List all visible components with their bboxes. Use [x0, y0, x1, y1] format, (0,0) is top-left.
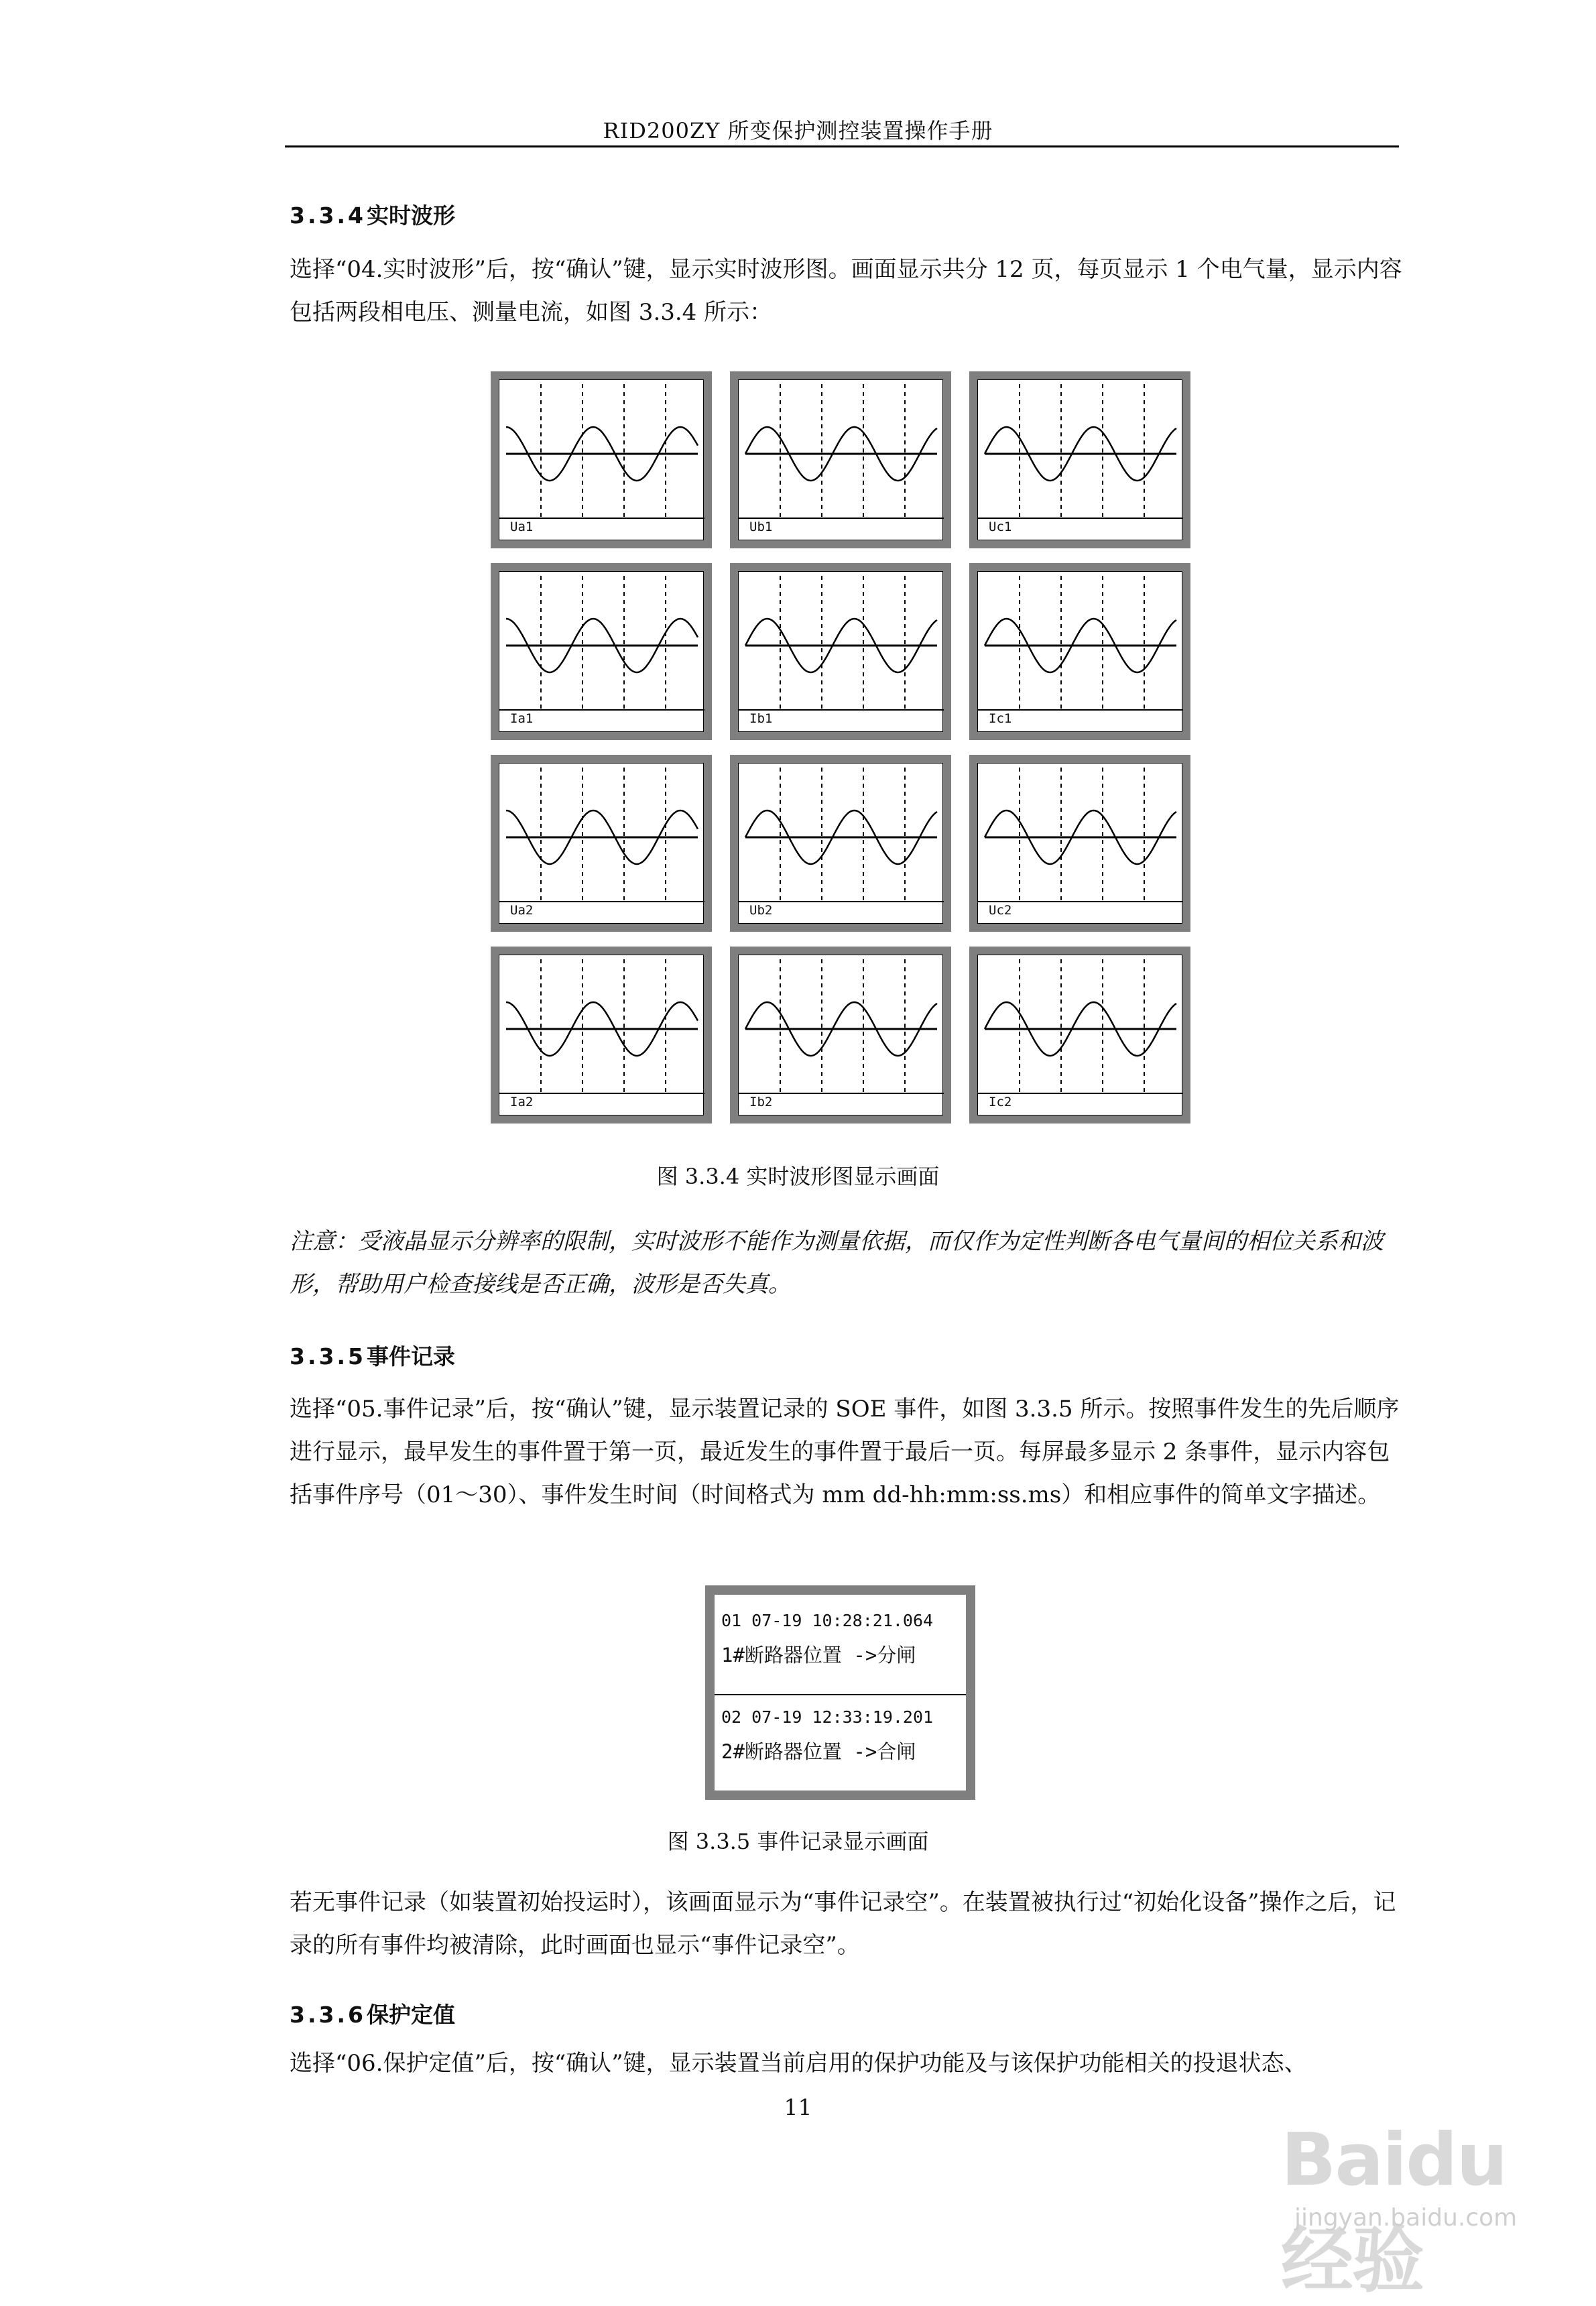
waveform-panel [491, 563, 712, 740]
waveform-panel [730, 755, 951, 932]
waveform-screen [499, 571, 704, 732]
paragraph-realtime-waveform: 选择“04.实时波形”后，按“确认”键，显示实时波形图。画面显示共分 12 页，每页显示 1 个电气量，显示内容包括两段相电压、测量电流，如图 3.3.4 所示： [290, 256, 1402, 326]
waveform-label: Ib1 [749, 711, 773, 726]
waveform-plot [499, 955, 704, 1116]
waveform-label: Ua2 [510, 903, 534, 918]
waveform-screen [738, 955, 943, 1115]
page-number: 11 [784, 2094, 812, 2120]
event-time-2: 02 07-19 12:33:19.201 [721, 1707, 934, 1727]
waveform-screen [738, 379, 943, 540]
waveform-plot [739, 955, 944, 1116]
watermark-url: jingyan.baidu.com [1294, 2204, 1518, 2232]
waveform-screen [499, 379, 704, 540]
waveform-screen [977, 955, 1182, 1115]
section-number: 3.3.4 [290, 202, 366, 229]
waveform-panel [730, 947, 951, 1124]
waveform-screen [499, 763, 704, 924]
waveform-panel [491, 371, 712, 548]
waveform-plot [499, 572, 704, 733]
waveform-screen [738, 571, 943, 732]
section-title: 事件记录 [367, 1343, 455, 1370]
waveform-plot [978, 572, 1183, 733]
section-heading-3-3-5 [290, 1339, 455, 1371]
waveform-label: Ub1 [749, 520, 773, 534]
paragraph-empty-record: 若无事件记录（如装置初始投运时），该画面显示为“事件记录空”。在装置被执行过“初始化设备”操作之后，记录的所有事件均被清除，此时画面也显示“事件记录空”。 [290, 1889, 1396, 1959]
waveform-label: Ia1 [510, 711, 534, 726]
figure-caption-3-3-4: 图 3.3.4 实时波形图显示画面 [656, 1164, 940, 1189]
waveform-screen [977, 379, 1182, 540]
waveform-label: Ic1 [989, 711, 1012, 726]
waveform-plot [739, 380, 944, 541]
waveform-label: Ua1 [510, 520, 534, 534]
event-desc-2: 2#断路器位置 ->合闸 [721, 1740, 916, 1763]
section-heading-3-3-6 [290, 1998, 455, 2029]
header-rule [285, 145, 1399, 147]
waveform-panel [969, 563, 1190, 740]
event-lcd-screen [715, 1595, 966, 1791]
waveform-panel [969, 371, 1190, 548]
event-record-display [705, 1585, 975, 1800]
waveform-label: Ib2 [749, 1095, 773, 1109]
waveform-label: Ia2 [510, 1095, 534, 1109]
waveform-plot [978, 955, 1183, 1116]
paragraph-event-record: 选择“05.事件记录”后，按“确认”键，显示装置记录的 SOE 事件，如图 3.3.5 所示。按照事件发生的先后顺序进行显示，最早发生的事件置于第一页，最近发生的事件置于最后一页。每屏最多显示 2 条事件，显示内容包括事件序号（01～30）、事件发生时间（时间格式为 mm dd-hh:mm:ss.ms）和相应事件的简单文字描述。 [290, 1396, 1400, 1508]
waveform-panel [730, 371, 951, 548]
section-number: 3.3.5 [290, 1343, 366, 1370]
paragraph-protection-setting: 选择“06.保护定值”后，按“确认”键，显示装置当前启用的保护功能及与该保护功能相关的投退状态、 [290, 2050, 1307, 2077]
waveform-panel [730, 563, 951, 740]
waveform-panel [491, 947, 712, 1124]
waveform-screen [977, 571, 1182, 732]
waveform-screen [499, 955, 704, 1115]
event-divider [715, 1694, 966, 1695]
waveform-label: Ub2 [749, 903, 773, 918]
header-title: RID200ZY 所变保护测控装置操作手册 [603, 118, 993, 143]
watermark-logo [1261, 2118, 1542, 2303]
watermark-text: Baidu经验 [1281, 2118, 1507, 2303]
section-heading-3-3-4 [290, 198, 455, 230]
waveform-plot [739, 764, 944, 924]
note-paragraph: 注意：受液晶显示分辨率的限制，实时波形不能作为测量依据，而仅作为定性判断各电气量间的相位关系和波形，帮助用户检查接线是否正确，波形是否失真。 [290, 1228, 1384, 1298]
waveform-panel [969, 755, 1190, 932]
event-time-1: 01 07-19 10:28:21.064 [721, 1611, 934, 1630]
waveform-plot [978, 764, 1183, 924]
waveform-screen [977, 763, 1182, 924]
waveform-label: Ic2 [989, 1095, 1012, 1109]
waveform-label: Uc1 [989, 520, 1012, 534]
waveform-grid [491, 371, 1190, 1124]
figure-caption-3-3-5: 图 3.3.5 事件记录显示画面 [667, 1829, 929, 1854]
event-desc-1: 1#断路器位置 ->分闸 [721, 1644, 916, 1666]
waveform-plot [499, 764, 704, 924]
section-number: 3.3.6 [290, 2002, 366, 2028]
waveform-plot [978, 380, 1183, 541]
waveform-panel [491, 755, 712, 932]
waveform-plot [499, 380, 704, 541]
waveform-screen [738, 763, 943, 924]
waveform-panel [969, 947, 1190, 1124]
section-title: 保护定值 [367, 2002, 455, 2028]
waveform-label: Uc2 [989, 903, 1012, 918]
section-title: 实时波形 [367, 202, 455, 229]
waveform-plot [739, 572, 944, 733]
